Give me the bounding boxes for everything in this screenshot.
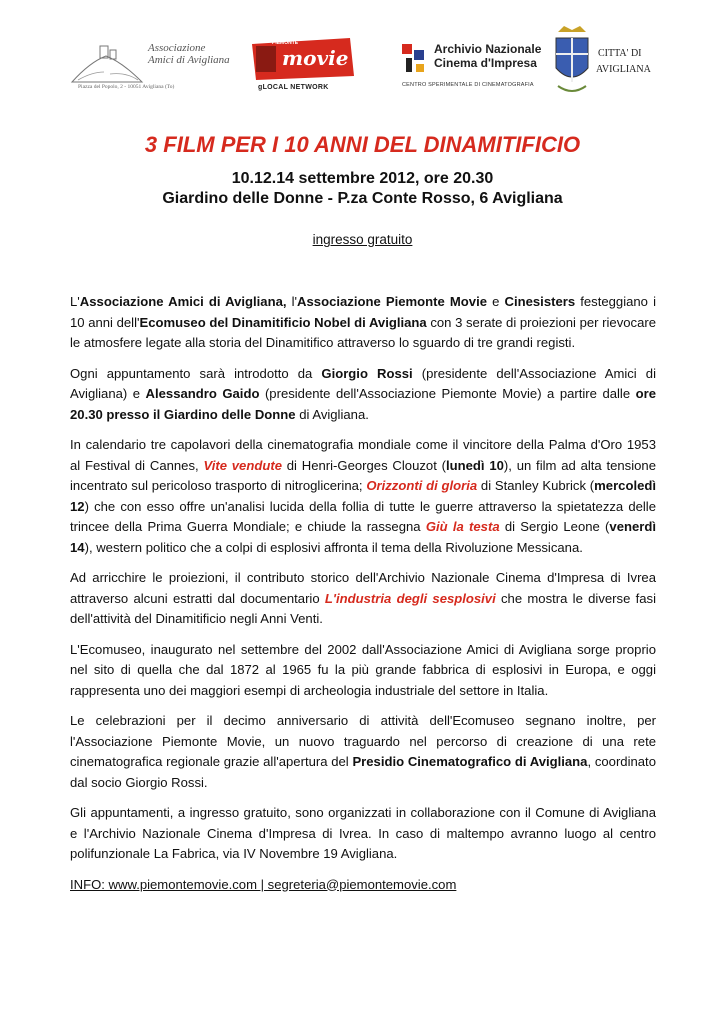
text-span: festeggiano i 10 anni dell' [70,294,656,330]
event-place: Giardino delle Donne - P.za Conte Rosso, 6 Avigliana [162,190,563,207]
amici-avigliana-logo [70,36,230,92]
info-contacts[interactable]: INFO: www.piemontemovie.com | segreteria@piemontemovie.com [70,876,457,892]
paragraph-ecomuseo: L'Ecomuseo, inaugurato nel settembre del 2002 dall'Associazione Amici di Avigliana sorge proprio nel sito di quella che dal 1872 al 1965 fu la più grande fabbrica di esplosivi in Europa, e oggi rappresenta uno dei maggiori esempi di archeologia industriale del settore in Italia. [70,641,656,698]
org-amici: Associazione Amici di Avigliana, [79,294,287,309]
paragraph-program [70,435,656,558]
film-giu-la-testa: Giù la testa [425,519,500,534]
archivio-logo-line2: Cinema d'Impresa [434,56,537,70]
text-span: Le celebrazioni per il decimo anniversario di attività dell'Ecomuseo segnano inoltre, per l'Associazione Piemonte Movie, un nuovo traguardo nel percorso di creazione di una rete cinematografica regionale grazie all'apertura del [70,713,656,769]
date-wednesday: mercoledì 12 [70,478,656,514]
citta-logo-line1: CITTA' DI [598,48,642,59]
text-span: Ogni appuntamento sarà introdotto da [70,365,322,381]
piemonte-logo-network: gLOCAL NETWORK [258,84,329,91]
amici-logo-address: Piazza del Popolo, 2 - 10051 Avigliana (To) [78,84,175,90]
entry-note: ingresso gratuito [312,232,413,247]
paragraph-presenters [70,364,656,426]
text-span: ) che con esso offre un'analisi lucida della follia di tutte le guerre attraverso la spietatezza delle trincee della Prima Guerra Mondiale; e chiude la rassegna [70,498,656,534]
castle-hill-icon [70,42,144,86]
text-span: (presidente dell'Associazione Piemonte Movie) a partire dalle [259,386,636,401]
text-span: di Sergio Leone ( [499,519,610,534]
text-span: (presidente dell'Associazione Amici di Avigliana) e [70,365,656,401]
text-span: Ad arricchire le proiezioni, il contributo storico dell'Archivio Nazionale Cinema d'Impresa di Ivrea attraverso alcuni estratti dal documentario [70,570,656,606]
paragraph-intro [70,292,656,354]
paragraph-celebrations [70,711,656,793]
text-span: di Avigliana. [295,406,369,422]
film-orizzonti-di-gloria: Orizzonti di gloria [366,478,478,493]
piemonte-logo-small: PIEMONTE [272,40,299,46]
archivio-nazionale-logo [398,36,558,92]
text-span: ), un film ad alta tensione incentrato sul pericoloso trasporto di nitroglicerina; [70,457,656,493]
amici-logo-line2: Amici di Avigliana [148,54,230,66]
text-span: ), western politico che a colpi di esplosivi affronta il tema della Rivoluzione Messicana. [84,539,583,555]
org-cinesisters: Cinesisters [504,294,576,309]
text-span: che mostra le diverse fasi dell'attività del Dinamitificio negli Anni Venti. [70,590,656,626]
citta-logo-line2: AVIGLIANA [596,64,651,75]
text-span: di Stanley Kubrick ( [477,478,595,493]
paragraph-organization: Gli appuntamenti, a ingresso gratuito, sono organizzati in collaborazione con il Comune di Avigliana e l'Archivio Nazionale Cinema d'Impresa di Ivrea. In caso di maltempo avranno luogo al centro polifunzionale La Fabrica, via IV Novembre 19 Avigliana. [70,805,656,861]
film-vite-vendute: Vite vendute [203,457,282,473]
text-span: e [487,294,505,309]
archivio-mark-icon [398,40,430,80]
event-time-place: ore 20.30 presso il Giardino delle Donne [70,386,656,422]
text-span: In calendario tre capolavori della cinematografia mondiale come il vincitore della Palma d'Oro 1953 al Festival di Cannes, [70,437,656,473]
coat-of-arms-icon [552,24,592,98]
archivio-logo-line1: Archivio Nazionale [434,42,542,56]
presenter-gaido: Alessandro Gaido [145,386,260,401]
piemonte-movie-logo [242,32,362,96]
date-friday: venerdì 14 [70,519,656,555]
amici-logo-line1: Associazione [148,42,206,54]
text-span: di Henri-Georges Clouzot ( [281,457,446,473]
paragraph-archive [70,568,656,630]
presenter-rossi: Giorgio Rossi [321,365,413,381]
org-piemonte-movie: Associazione Piemonte Movie [297,294,488,309]
text-span: , coordinato dal socio Giorgio Rossi. [70,754,656,790]
date-monday: lunedì 10 [445,457,504,473]
text-span: l' [286,294,298,309]
presidio-name: Presidio Cinematografico di Avigliana [352,754,588,769]
logo-bar [0,22,725,102]
ecomuseo-name: Ecomuseo del Dinamitificio Nobel di Avigliana [139,314,427,330]
page-title: 3 FILM PER I 10 ANNI DEL DINAMITIFICIO [144,132,581,157]
text-span: L' [70,294,80,309]
event-date: 10.12.14 settembre 2012, ore 20.30 [231,170,494,187]
piemonte-logo-word: movie [282,46,349,70]
article-body [70,292,656,905]
text-span: con 3 serate di proiezioni per rievocare le atmosfere legate alla storia del Dinamitifico attraverso lo sguardo di tre grandi registi. [70,314,656,350]
documentary-title: L'industria degli sesplosivi [324,590,496,606]
citta-avigliana-logo [552,24,651,100]
archivio-logo-line3: CENTRO SPERIMENTALE DI CINEMATOGRAFIA [402,82,534,88]
